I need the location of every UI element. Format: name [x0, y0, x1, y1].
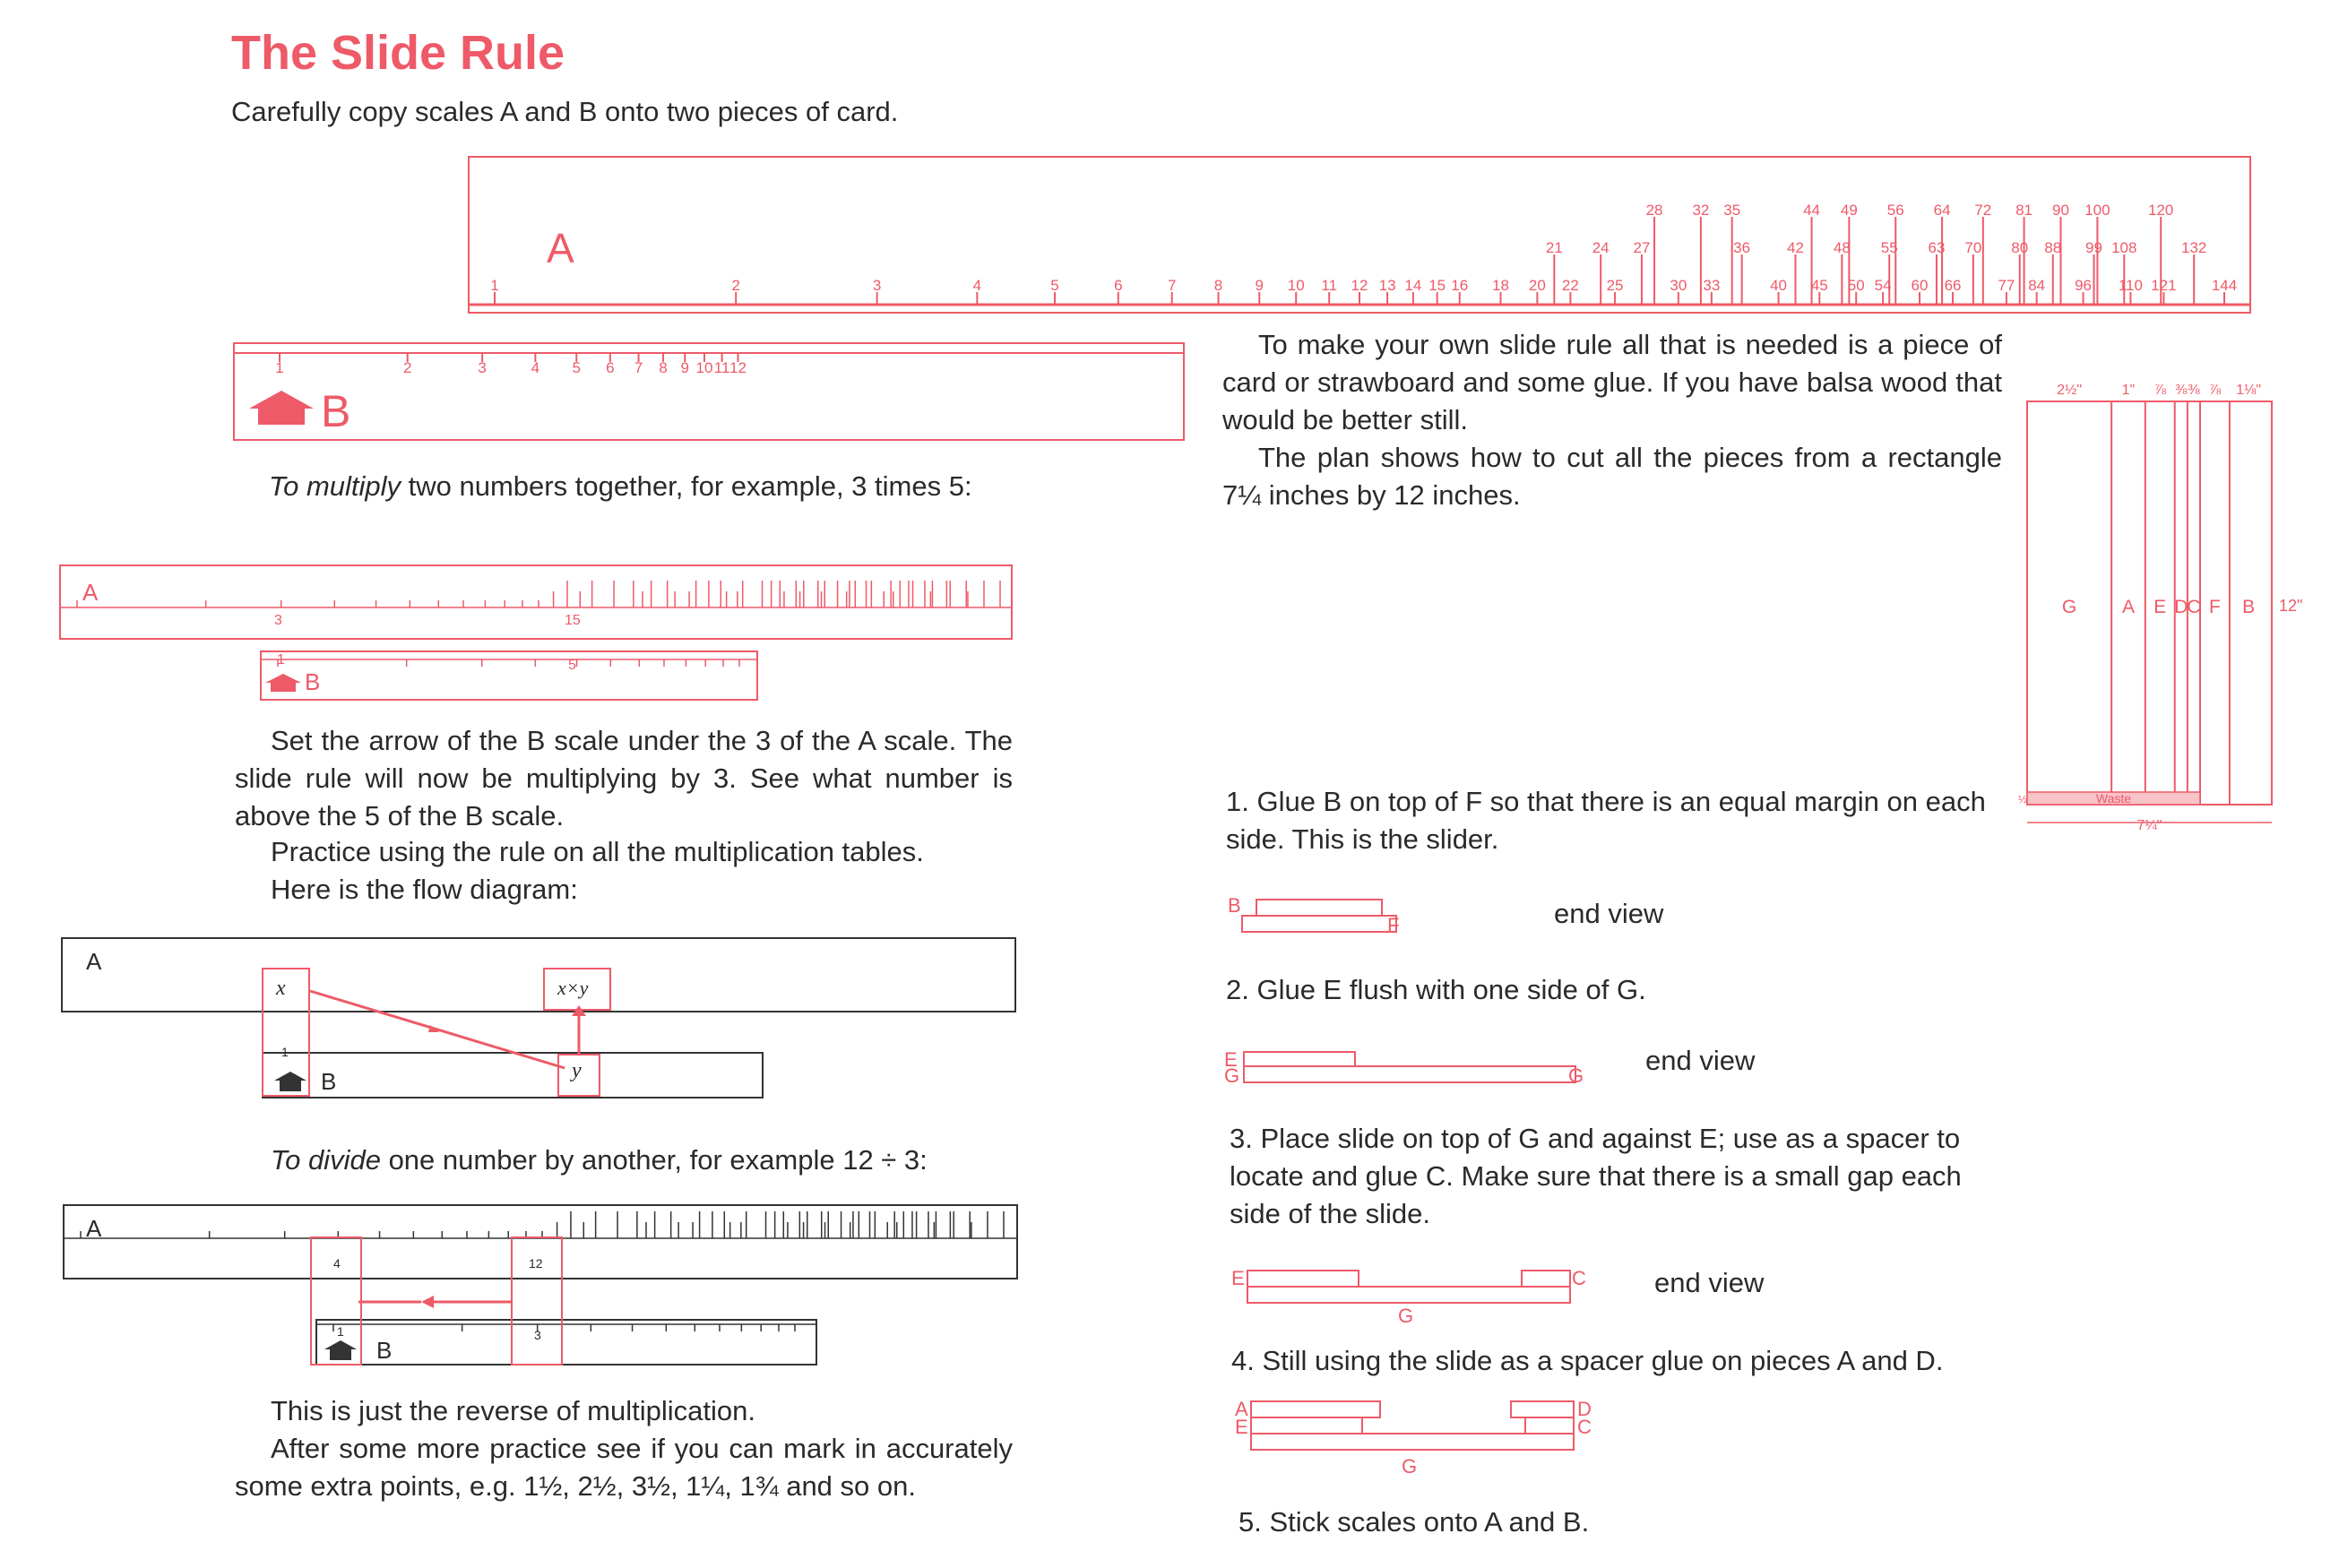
step-4-label-g: G: [1402, 1455, 1418, 1478]
divide-tick-4: 4: [333, 1256, 341, 1271]
multiply-scale-b-ticks: [260, 650, 758, 701]
scale-b-ticks: [233, 342, 1185, 441]
scale-a-tick-label: 16: [1451, 277, 1469, 294]
plan-dim-label: 2½": [2057, 383, 2083, 398]
scale-a-tick-label: 70: [1964, 239, 1982, 256]
multiply-tick-3: 3: [274, 613, 282, 628]
step-2-end-view: [1224, 1047, 1601, 1091]
scale-a-tick-label: 48: [1833, 239, 1851, 256]
step-5: 5. Stick scales onto A and B.: [1239, 1506, 1590, 1538]
intro-text: Carefully copy scales A and B onto two pieces of card.: [231, 96, 899, 127]
scale-a-tick-label: 12: [1351, 277, 1368, 294]
plan-piece-label: D: [2174, 597, 2188, 617]
scale-a-tick-label: 10: [1287, 277, 1305, 294]
scale-a-tick-label: 27: [1633, 239, 1651, 256]
scale-a-tick-label: 32: [1692, 202, 1710, 219]
plan-dim-label: ⅞: [2153, 383, 2166, 398]
plan-dim-label: ⅜: [2175, 383, 2188, 398]
plan-piece-label: C: [2187, 597, 2201, 617]
scale-b-tick-label: 10: [695, 359, 713, 376]
multiply-intro: [233, 468, 1011, 505]
multiply-label-a: A: [82, 579, 99, 606]
scale-b-tick-label: 8: [659, 359, 668, 376]
divide-tick-1: 1: [337, 1324, 344, 1339]
scale-b-tick-label: 1: [275, 359, 284, 376]
scale-a-tick-label: 42: [1787, 239, 1804, 256]
scale-a-tick-label: 99: [2085, 239, 2102, 256]
scale-a-tick-label: 28: [1645, 202, 1663, 219]
scale-a-tick-label: 14: [1404, 277, 1422, 294]
scale-a-tick-label: 45: [1810, 277, 1828, 294]
scale-a-tick-label: 88: [2044, 239, 2062, 256]
scale-a-tick-label: 44: [1803, 202, 1821, 219]
scale-b-tick-label: 12: [729, 359, 747, 376]
arrow-house-icon: [249, 391, 314, 426]
flow-x-box: [262, 968, 310, 1097]
multiply-tick-1: 1: [277, 652, 285, 668]
scale-a-tick-label: 2: [731, 277, 740, 294]
divide-italic: To divide: [271, 1144, 381, 1176]
scale-a-tick-label: 5: [1050, 277, 1059, 294]
scale-a-tick-label: 40: [1770, 277, 1788, 294]
scale-a-tick-label: 1: [490, 277, 499, 294]
scale-a-tick-label: 100: [2084, 202, 2110, 219]
scale-a-tick-label: 11: [1321, 277, 1338, 294]
multiply-scale-a-ticks: [59, 564, 1013, 640]
plan-width-label: 7¼": [2136, 818, 2162, 833]
step-3-view-label: end view: [1654, 1267, 1765, 1298]
scale-a-tick-label: 4: [972, 277, 982, 294]
scale-a-tick-label: 30: [1670, 277, 1687, 294]
divide-rest: one number by another, for example 12 ÷ 3:: [380, 1144, 928, 1176]
divide-intro: [235, 1142, 1041, 1179]
step-3-end-view: [1228, 1267, 1604, 1324]
multiply-para-3: Here is the flow diagram:: [271, 874, 578, 905]
flow-one: 1: [281, 1045, 289, 1059]
step-3-label-e: E: [1231, 1267, 1245, 1289]
step-2: 2. Glue E flush with one side of G.: [1226, 974, 1646, 1005]
page-title: The Slide Rule: [231, 26, 565, 80]
step-4-label-a: A: [1235, 1398, 1248, 1420]
scale-b-tick-label: 4: [531, 359, 540, 376]
scale-a-tick-label: 22: [1561, 277, 1579, 294]
multiply-para-1: Set the arrow of the B scale under the 3 of the A scale. The slide rule will now be multiplying by 3. See what number is above the 5 of the B scale.: [235, 725, 1013, 831]
multiply-rest: two numbers together, for example, 3 times 5:: [401, 470, 972, 502]
scale-b-tick-label: 3: [478, 359, 487, 376]
step-2-label-e: E: [1224, 1048, 1238, 1071]
scale-b-letter: B: [321, 386, 351, 436]
make-para-1: To make your own slide rule all that is needed is a piece of card or strawboard and some glue. If you have balsa wood that would be better still.: [1222, 329, 2002, 435]
scale-a-tick-label: 18: [1491, 277, 1509, 294]
scale-a-tick-label: 49: [1840, 202, 1858, 219]
scale-a-tick-label: 13: [1378, 277, 1396, 294]
make-para-2: The plan shows how to cut all the pieces from a rectangle 7¼ inches by 12 inches.: [1222, 442, 2002, 511]
flow-arrows: [305, 986, 591, 1075]
step-3-label-g: G: [1398, 1305, 1414, 1324]
scale-a-tick-label: 9: [1255, 277, 1264, 294]
scale-a-tick-label: 96: [2075, 277, 2093, 294]
scale-a-tick-label: 110: [2118, 277, 2143, 294]
plan-dim-label: ⅞: [2208, 383, 2222, 398]
plan-height-label: 12": [2279, 597, 2303, 615]
plan-waste-dim: ½: [2018, 793, 2028, 806]
plan-piece-label: B: [2242, 597, 2256, 617]
scale-a-tick-label: 24: [1592, 239, 1610, 256]
step-3: 3. Place slide on top of G and against E; use as a spacer to locate and glue C. Make sure that there is a small gap each side of the slide.: [1230, 1123, 1962, 1229]
flow-label-b: B: [321, 1068, 337, 1095]
scale-b-tick-label: 7: [634, 359, 643, 376]
scale-a-tick-label: 56: [1886, 202, 1904, 219]
scale-a-tick-label: 15: [1428, 277, 1446, 294]
step-1-label-b: B: [1228, 896, 1241, 917]
scale-a-tick-label: 50: [1847, 277, 1865, 294]
divide-tick-3: 3: [534, 1328, 541, 1342]
step-1-end-view: [1228, 896, 1407, 941]
scale-a-tick-label: 81: [2015, 202, 2033, 219]
scale-a-tick-label: 77: [1998, 277, 2015, 294]
plan-piece-label: G: [2061, 597, 2077, 617]
divide-label-a: A: [86, 1215, 102, 1242]
scale-a-tick-label: 55: [1880, 239, 1898, 256]
scale-a-tick-label: 120: [2148, 202, 2174, 219]
scale-a-tick-label: 108: [2111, 239, 2137, 256]
scale-a-tick-label: 54: [1874, 277, 1892, 294]
scale-a-tick-label: 121: [2151, 277, 2177, 294]
multiply-tick-15: 15: [565, 613, 581, 628]
step-4-end-view: [1231, 1398, 1608, 1484]
flow-xy: x×y: [557, 977, 589, 999]
plan-piece-label: F: [2209, 597, 2221, 617]
scale-a-tick-label: 36: [1733, 239, 1751, 256]
multiply-para-2: Practice using the rule on all the multiplication tables.: [271, 836, 924, 867]
plan-dim-label: ⅜: [2188, 383, 2200, 398]
scale-a-tick-label: 33: [1703, 277, 1721, 294]
step-2-label-g: G: [1224, 1064, 1240, 1087]
divide-label-b: B: [376, 1337, 393, 1364]
divide-para-1: This is just the reverse of multiplication.: [271, 1395, 755, 1426]
divide-arrow: [358, 1290, 516, 1317]
plan-waste-label: Waste: [2095, 791, 2132, 806]
arrow-house-icon: [265, 674, 301, 694]
scale-a-tick-label: 80: [2011, 239, 2029, 256]
step-1-label-f: F: [1387, 914, 1400, 936]
scale-a-tick-label: 63: [1928, 239, 1946, 256]
step-2-label-g2: G: [1568, 1064, 1584, 1087]
scale-a-tick-label: 35: [1723, 202, 1741, 219]
scale-a-tick-label: 84: [2028, 277, 2046, 294]
cutting-plan: [2016, 367, 2321, 851]
flow-y: y: [572, 1059, 582, 1082]
scale-a-tick-label: 60: [1911, 277, 1929, 294]
multiply-italic: To multiply: [269, 470, 401, 502]
scale-b-tick-label: 11: [713, 359, 730, 376]
step-4-label-c: C: [1577, 1416, 1592, 1438]
step-4: 4. Still using the slide as a spacer glue on pieces A and D.: [1231, 1345, 1944, 1376]
divide-para-2: After some more practice see if you can mark in accurately some extra points, e.g. 1½, 2½, 3½, 1¼, 1¾ and so on.: [235, 1433, 1013, 1502]
scale-b-tick-label: 9: [680, 359, 690, 376]
plan-dim-label: 1⅛": [2236, 383, 2262, 398]
scale-a-tick-label: 7: [1167, 277, 1177, 294]
scale-a-tick-label: 72: [1974, 202, 1992, 219]
scale-a-tick-label: 6: [1114, 277, 1123, 294]
step-4-label-e: E: [1235, 1416, 1248, 1438]
scale-b-tick-label: 2: [402, 359, 412, 376]
scale-a-ticks: [468, 156, 2251, 314]
scale-a-tick-label: 66: [1944, 277, 1962, 294]
multiply-tick-5: 5: [568, 658, 576, 673]
scale-a-tick-label: 8: [1213, 277, 1223, 294]
step-1-view-label: end view: [1554, 898, 1664, 929]
scale-a-tick-label: 20: [1528, 277, 1546, 294]
plan-piece-label: A: [2121, 597, 2135, 617]
scale-a-tick-label: 144: [2211, 277, 2238, 294]
scale-a-tick-label: 3: [872, 277, 882, 294]
scale-a-letter: A: [547, 225, 574, 271]
scale-a-tick-label: 64: [1933, 202, 1951, 219]
step-3-label-c: C: [1572, 1267, 1586, 1289]
scale-b-tick-label: 5: [572, 359, 582, 376]
scale-a-tick-label: 25: [1606, 277, 1624, 294]
multiply-label-b: B: [305, 668, 321, 695]
scale-b-tick-label: 6: [606, 359, 615, 376]
plan-piece-label: E: [2153, 597, 2167, 617]
plan-dim-label: 1": [2121, 383, 2136, 398]
step-2-view-label: end view: [1645, 1045, 1756, 1076]
scale-a-tick-label: 132: [2181, 239, 2207, 256]
divide-tick-12: 12: [529, 1256, 543, 1271]
step-4-label-d: D: [1577, 1398, 1592, 1420]
flow-label-a: A: [86, 948, 102, 975]
step-1: 1. Glue B on top of F so that there is an equal margin on each side. This is the slider.: [1226, 786, 1986, 855]
scale-a-tick-label: 90: [2052, 202, 2069, 219]
flow-x: x: [276, 977, 286, 1000]
scale-a-tick-label: 21: [1545, 239, 1563, 256]
